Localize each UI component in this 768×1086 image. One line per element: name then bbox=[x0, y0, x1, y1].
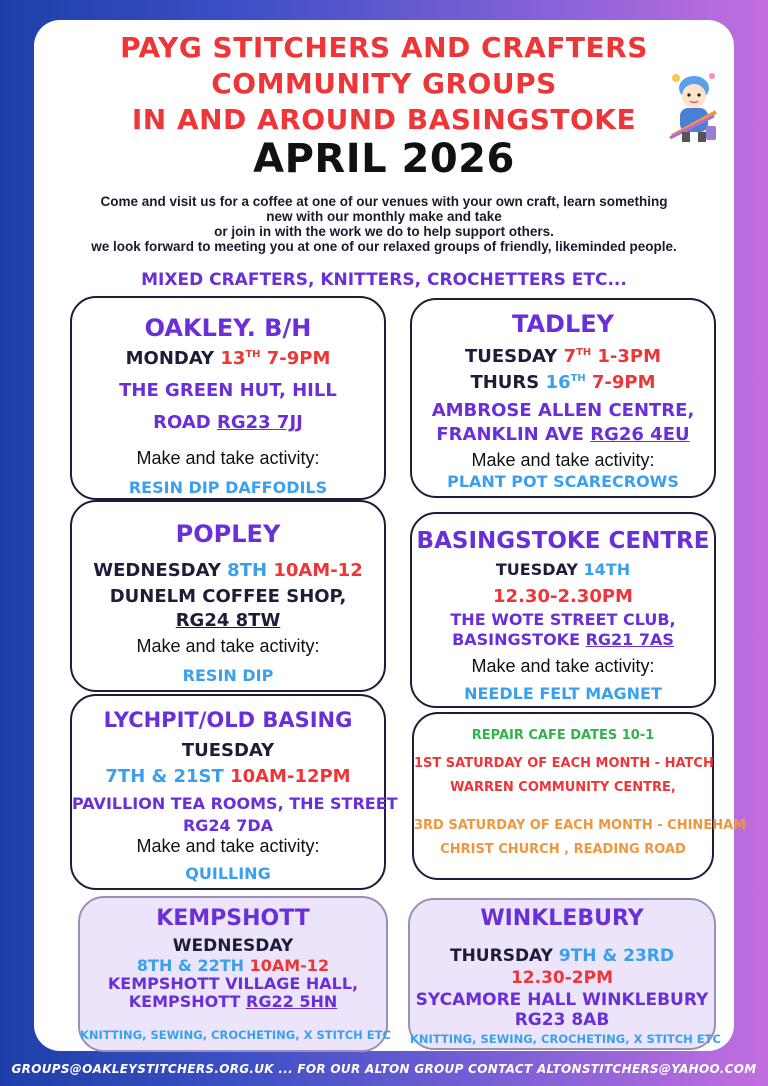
tadley-venue-2 bbox=[412, 424, 714, 445]
popley-activity: RESIN DIP bbox=[182, 666, 274, 685]
popley-make-take-label: Make and take activity: bbox=[136, 636, 320, 656]
basingstoke-make-take-label: Make and take activity: bbox=[471, 656, 655, 676]
basingstoke-time: 12.30-2.30PM bbox=[493, 586, 633, 607]
popley-date: 8TH bbox=[227, 560, 268, 581]
tadley-title: TADLEY bbox=[511, 310, 615, 338]
kempshott-time: 10AM-12 bbox=[249, 956, 330, 975]
popley-time: 10AM-12 bbox=[273, 560, 363, 581]
header-line-1: PAYG STITCHERS AND CRAFTERS bbox=[120, 31, 648, 64]
crafter-mascot-image bbox=[662, 66, 726, 146]
header-line-2: COMMUNITY GROUPS bbox=[211, 67, 557, 100]
basingstoke-postcode: RG21 7AS bbox=[585, 630, 674, 649]
tadley-schedule-2 bbox=[412, 372, 714, 393]
intro-text bbox=[40, 194, 728, 254]
lychpit-activity: QUILLING bbox=[185, 864, 271, 883]
basingstoke-venue-1: THE WOTE STREET CLUB, bbox=[450, 610, 676, 629]
card-repair-cafe bbox=[412, 712, 747, 880]
oakley-activity: RESIN DIP DAFFODILS bbox=[128, 478, 328, 497]
basingstoke-activity: NEEDLE FELT MAGNET bbox=[464, 684, 662, 703]
tadley-venue-1: AMBROSE ALLEN CENTRE, bbox=[431, 400, 695, 421]
tadley-time-1: 1-3PM bbox=[597, 346, 662, 367]
oakley-make-take-label: Make and take activity: bbox=[136, 448, 320, 468]
popley-postcode: RG24 8TW bbox=[175, 610, 281, 631]
basingstoke-venue-town: BASINGSTOKE bbox=[452, 630, 581, 649]
oakley-date-number: 13 bbox=[220, 348, 246, 369]
tadley-date-2-number: 16 bbox=[545, 372, 571, 393]
repair-line-1: 1ST SATURDAY OF EACH MONTH - HATCH bbox=[414, 756, 714, 771]
tadley-activity: PLANT POT SCARECROWS bbox=[447, 472, 679, 491]
repair-line-4: CHRIST CHURCH , READING ROAD bbox=[440, 842, 686, 857]
tadley-schedule-1 bbox=[412, 346, 714, 367]
basingstoke-venue-2 bbox=[412, 630, 714, 649]
winklebury-time: 12.30-2PM bbox=[510, 968, 614, 988]
card-kempshott bbox=[78, 896, 391, 1052]
popley-title: POPLEY bbox=[175, 520, 281, 548]
kempshott-activity: KNITTING, SEWING, CROCHETING, X STITCH ETC bbox=[80, 1028, 391, 1042]
oakley-schedule bbox=[72, 348, 384, 369]
winklebury-activity: KNITTING, SEWING, CROCHETING, X STITCH ETC bbox=[410, 1032, 721, 1046]
lychpit-time: 10AM-12PM bbox=[230, 766, 351, 787]
repair-line-2: WARREN COMMUNITY CENTRE, bbox=[450, 780, 676, 795]
kempshott-venue-1: KEMPSHOTT VILLAGE HALL, bbox=[107, 974, 359, 993]
winklebury-title: WINKLEBURY bbox=[480, 906, 644, 931]
basingstoke-date: 14TH bbox=[583, 560, 631, 579]
kempshott-venue-town: KEMPSHOTT bbox=[128, 992, 241, 1011]
oakley-postcode: RG23 7JJ bbox=[216, 412, 303, 433]
popley-venue-1: DUNELM COFFEE SHOP, bbox=[109, 586, 347, 607]
tadley-venue-street: FRANKLIN AVE bbox=[436, 424, 584, 445]
winklebury-dates: 9TH & 23RD bbox=[558, 946, 675, 966]
oakley-venue-2 bbox=[72, 412, 384, 433]
basingstoke-title: BASINGSTOKE CENTRE bbox=[416, 528, 710, 554]
intro-line-4: we look forward to meeting you at one of our relaxed groups of friendly, likeminded people. bbox=[91, 239, 677, 254]
card-oakley bbox=[70, 296, 386, 500]
popley-schedule bbox=[72, 560, 384, 581]
tadley-date-1-suffix: TH bbox=[576, 347, 592, 358]
intro-line-3: or join in with the work we do to help support others. bbox=[214, 224, 554, 239]
oakley-day: MONDAY bbox=[125, 348, 215, 369]
winklebury-schedule bbox=[410, 946, 714, 966]
section-heading: MIXED CRAFTERS, KNITTERS, CROCHETTERS ETC... bbox=[141, 270, 627, 290]
popley-postcode-line bbox=[72, 610, 384, 631]
lychpit-title: LYCHPIT/OLD BASING bbox=[103, 708, 353, 732]
oakley-title: OAKLEY. B/H bbox=[144, 314, 312, 342]
card-winklebury bbox=[408, 898, 721, 1050]
card-popley bbox=[70, 500, 386, 692]
tadley-date-1 bbox=[564, 346, 592, 367]
footer-contact: GROUPS@OAKLEYSTITCHERS.ORG.UK ... FOR OUR ALTON GROUP CONTACT ALTONSTITCHERS@YAHOO.COM bbox=[11, 1062, 757, 1076]
repair-line-3: 3RD SATURDAY OF EACH MONTH - CHINEHAM bbox=[414, 818, 747, 833]
tadley-date-1-number: 7 bbox=[563, 346, 577, 367]
winklebury-day: THURSDAY bbox=[449, 946, 553, 966]
tadley-date-2-suffix: TH bbox=[570, 373, 586, 384]
basingstoke-day: TUESDAY bbox=[495, 560, 578, 579]
oakley-venue-road: ROAD bbox=[153, 412, 211, 433]
winklebury-venue-1: SYCAMORE HALL WINKLEBURY bbox=[415, 990, 709, 1010]
oakley-date-suffix: TH bbox=[245, 349, 261, 360]
repair-title: REPAIR CAFE DATES 10-1 bbox=[471, 728, 655, 743]
kempshott-schedule bbox=[80, 956, 386, 975]
intro-line-1: Come and visit us for a coffee at one of our venues with your own craft, learn something bbox=[100, 194, 668, 209]
kempshott-venue-2 bbox=[80, 992, 386, 1011]
lychpit-day: TUESDAY bbox=[181, 740, 275, 761]
kempshott-postcode: RG22 5HN bbox=[246, 992, 338, 1011]
lychpit-make-take-label: Make and take activity: bbox=[136, 836, 320, 856]
kempshott-dates: 8TH & 22TH bbox=[136, 956, 245, 975]
card-basingstoke-centre bbox=[410, 512, 716, 708]
card-tadley bbox=[410, 298, 716, 498]
month-title: APRIL 2026 bbox=[253, 136, 515, 182]
winklebury-postcode: RG23 8AB bbox=[514, 1010, 610, 1030]
oakley-venue-1: THE GREEN HUT, HILL bbox=[119, 380, 337, 401]
basingstoke-schedule bbox=[412, 560, 714, 579]
lychpit-schedule bbox=[72, 766, 384, 787]
tadley-day-1: TUESDAY bbox=[464, 346, 558, 367]
card-lychpit-old-basing bbox=[70, 694, 398, 890]
lychpit-venue-1: PAVILLION TEA ROOMS, THE STREET bbox=[72, 794, 398, 813]
tadley-postcode: RG26 4EU bbox=[590, 424, 690, 445]
popley-day: WEDNESDAY bbox=[93, 560, 221, 581]
tadley-make-take-label: Make and take activity: bbox=[471, 450, 655, 470]
lychpit-dates: 7TH & 21ST bbox=[105, 766, 224, 787]
tadley-date-2 bbox=[546, 372, 586, 393]
intro-line-2: new with our monthly make and take bbox=[266, 209, 502, 224]
kempshott-day: WEDNESDAY bbox=[172, 936, 294, 956]
lychpit-postcode: RG24 7DA bbox=[182, 816, 274, 835]
tadley-time-2: 7-9PM bbox=[591, 372, 656, 393]
header-line-3: IN AND AROUND BASINGSTOKE bbox=[131, 103, 637, 136]
kempshott-title: KEMPSHOTT bbox=[156, 906, 310, 931]
oakley-date bbox=[220, 348, 260, 369]
oakley-time: 7-9PM bbox=[266, 348, 331, 369]
tadley-day-2: THURS bbox=[470, 372, 540, 393]
